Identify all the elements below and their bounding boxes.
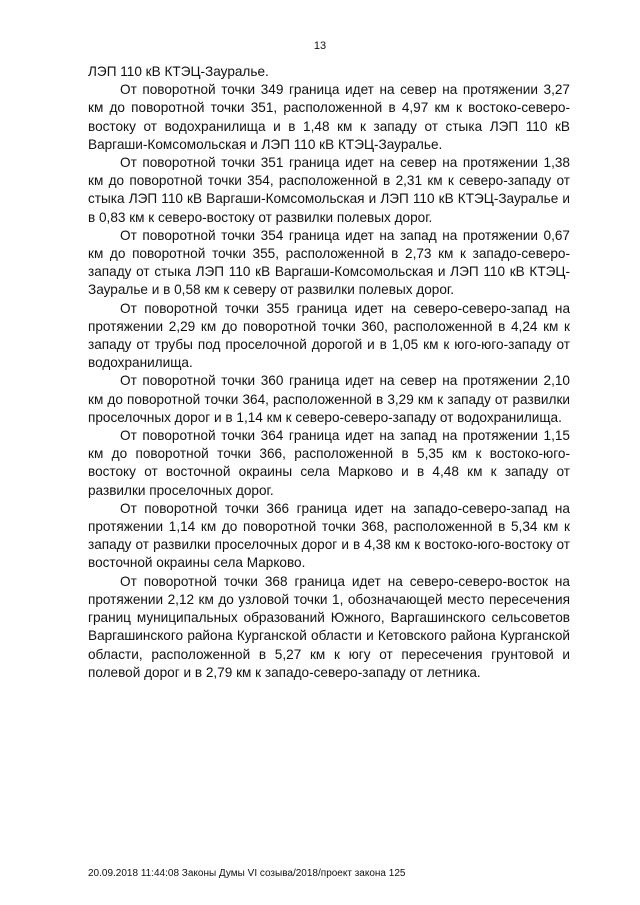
page-footer: 20.09.2018 11:44:08 Законы Думы VI созыва/2018/проект закона 125: [88, 868, 406, 879]
paragraph: От поворотной точки 368 граница идет на северо-северо-восток на протяжении 2,12 км до узловой точки 1, обозначающей место пересечения границ муниципальных образований Южного, Варгашинского сельсоветов Варгашинского района Курганской области и Кетовского района Курганской области, расположенной в 5,27 км к югу от пересечения грунтовой и полевой дорог и в 2,79 км к западо-северо-западу от летника.: [88, 573, 570, 680]
paragraph: От поворотной точки 349 граница идет на север на протяжении 3,27 км до поворотной точки 351, расположенной в 4,97 км к востоко-северо-востоку от водохранилища и в 1,48 км к западу от стыка ЛЭП 110 кВ Варгаши-Комсомольская и ЛЭП 110 кВ КТЭЦ-Зауралье.: [88, 82, 570, 152]
paragraph-continuation: ЛЭП 110 кВ КТЭЦ-Зауралье.: [88, 64, 269, 79]
document-body: [88, 63, 570, 682]
paragraph: От поворотной точки 355 граница идет на северо-северо-запад на протяжении 2,29 км до поворотной точки 360, расположенной в 4,24 км к западу от трубы под проселочной дорогой и в 1,05 км к юго-юго-западу от водохранилища.: [88, 300, 570, 371]
page-number: 13: [313, 40, 327, 52]
paragraph: От поворотной точки 360 граница идет на север на протяжении 2,10 км до поворотной точки 364, расположенной в 3,29 км к западу от развилки проселочных дорог и в 1,14 км к северо-северо-западу от водохранилища.: [88, 373, 570, 425]
paragraph: От поворотной точки 364 граница идет на запад на протяжении 1,15 км до поворотной точки 366, расположенной в 5,35 км к востоко-юго-востоку от восточной окраины села Марково и в 4,48 км к западу от развилки проселочных дорог.: [88, 428, 570, 498]
paragraph: От поворотной точки 366 граница идет на западо-северо-запад на протяжении 1,14 км до поворотной точки 368, расположенной в 5,34 км к западу от развилки проселочных дорог и в 4,38 км к востоко-юго-востоку от восточной окраины села Марково.: [88, 500, 570, 571]
paragraph: От поворотной точки 351 граница идет на север на протяжении 1,38 км до поворотной точки 354, расположенной в 2,31 км к северо-западу от стыка ЛЭП 110 кВ Варгаши-Комсомольская и ЛЭП 110 кВ КТЭЦ-Зауралье и в 0,83 км к северо-востоку от развилки полевых дорог.: [88, 155, 570, 225]
paragraph: От поворотной точки 354 граница идет на запад на протяжении 0,67 км до поворотной точки 355, расположенной в 2,73 км к западо-северо-западу от стыка ЛЭП 110 кВ Варгаши-Комсомольская и ЛЭП 110 кВ КТЭЦ-Зауралье и в 0,58 км к северу от развилки полевых дорог.: [88, 227, 570, 298]
